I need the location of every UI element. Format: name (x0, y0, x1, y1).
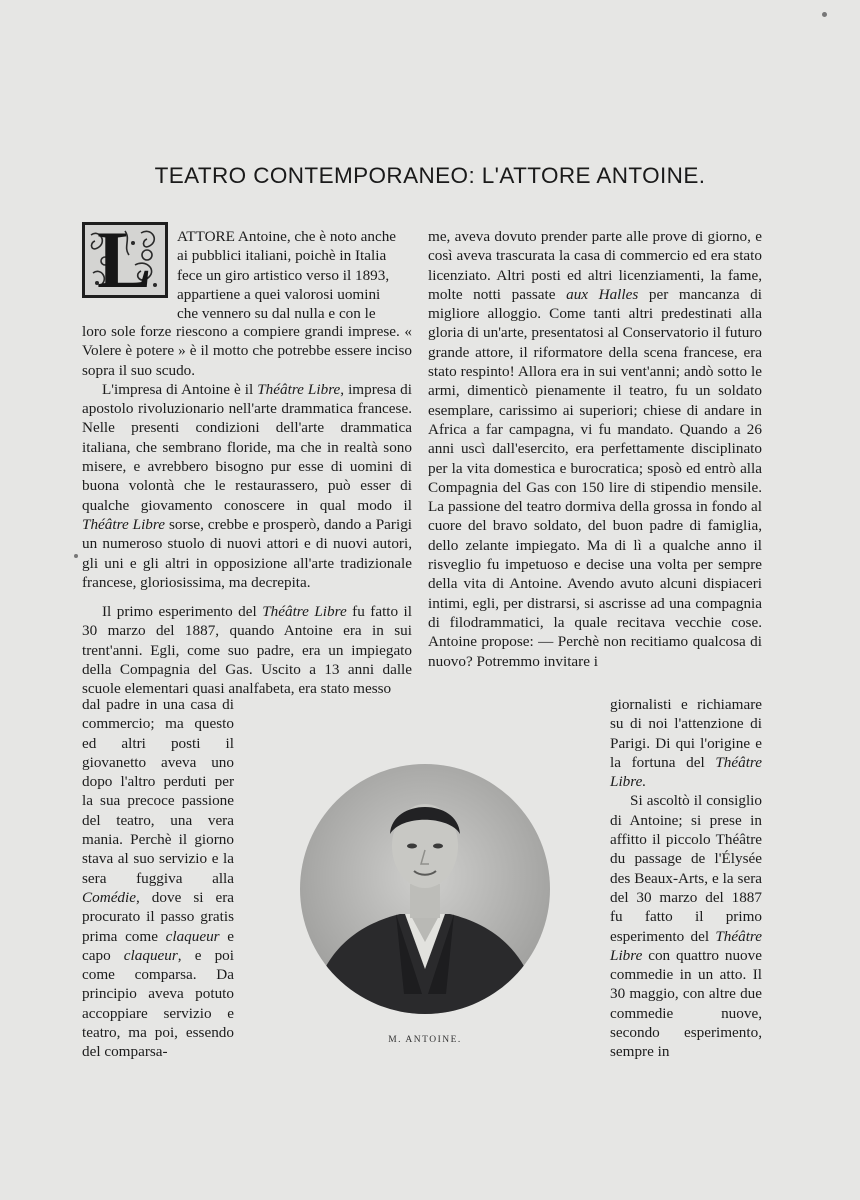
column1-wrap-text: dal padre in una casa di commercio; ma questo ed altri posti il giovanetto aveva uno dopo l'altro perduti per la sua precoce passione del teatro, una vera mania. Perchè il giorno stava al suo servizio e la sera fuggiva alla Comédie, dove si era procurato il passo gratis prima come claqueur e capo claqueur, e poi come comparsa. Da principio aveva potuto accoppiare servizio e teatro, ma poi, essendo del comparsa- (82, 696, 234, 1061)
ornamental-drop-cap (82, 214, 168, 305)
article-title: TEATRO CONTEMPORANEO: L'ATTORE ANTOINE. (154, 163, 706, 188)
column2-text: me, aveva dovuto prender parte alle prove di giorno, e così aveva trascurata la casa di commercio ed era stato licenziato. Altri posti ed altri licenziamenti, la fame, molte notti passate aux Halles per mancanza di migliore alloggio. Come tanti altri predestinati alla gloria di un'arte, presentatosi al Conservatorio il futuro grande attore, il riformatore della scena francese, era stato respinto! Allora era in sui vent'anni; andò sotto le armi, dimenticò pienamente il teatro, fu un soldato esemplare, carissimo ai superiori; chiese di andare in Africa a far campagna, vi fu mandato. Quando a 26 anni uscì dall'esercito, era perfettamente disciplinato per la vita domestica e burocratica; sposò ed entrò alla Compagnia del Gas con 150 lire di stipendio mensile. La passione del teatro dormiva della grossa in fondo al cuore del bravo soldato, del buon padre di famiglia, dello zelante impiegato. Ma di lì a qualche anno il risveglio fu impetuoso e decise una volta per sempre della vita di Antoine. Avendo avuto alcuni dispiaceri intimi, egli, per distrarsi, si ascrisse ad una compagnia di filodrammatici, la quale recitava vecchie cose. Antoine propose: — Perchè non recitiamo qualcosa di nuovo? Potremmo invitare i (428, 228, 762, 670)
drop-cap-letter: L (97, 214, 152, 305)
lead-line: appartiene a quei valorosi uomini (177, 285, 381, 303)
portrait-photo (300, 764, 550, 1014)
print-speck (822, 12, 827, 17)
paragraph-2: L'impresa di Antoine è il Théâtre Libre, impresa di apostolo rivoluzionario nell'arte drammatica francese. Nelle presenti condizioni dell'arte drammatica italiana, che sembrano floride, ma che in realtà sono misere, e avrebbero bisogno pur esse di uomini di buona volontà che le restaurassero, può esser di qualche giovamento conoscere in qual modo il Théâtre Libre sorse, crebbe e prosperò, dando a Parigi un numeroso stuolo di nuovi attori e di nuovi autori, gli uni e gli altri in opposizione all'arte tradizionale francese, gloriosissima, ma decrepita. (82, 380, 413, 591)
portrait-caption: M. ANTOINE. (388, 1035, 462, 1045)
lead-line: ai pubblici italiani, poichè in Italia (177, 247, 387, 265)
paragraph-1-rest: loro sole forze riescono a compiere grandi imprese. « Volere è potere » è il motto che potrebbe essere inciso sopra il suo scudo. (82, 323, 412, 379)
lead-lines (177, 227, 412, 323)
paragraph-3: Il primo esperimento del Théâtre Libre fu fatto il 30 marzo del 1887, quando Antoine era in sui trent'anni. Egli, come suo padre, era un impiegato della Compagnia del Gas. Uscito a 13 anni dalle scuole elementari quasi analfabeta, era stato messo (82, 603, 412, 698)
lead-line: fece un giro artistico verso il 1893, (177, 266, 390, 284)
portrait-figure-icon (300, 764, 550, 1014)
lead-line: ATTORE Antoine, che è noto anche (177, 228, 397, 245)
print-speck (74, 554, 78, 558)
column2-wrap-text: giornalisti e richiamare su di noi l'attenzione di Parigi. Di qui l'origine e la fortuna del Théâtre Libre. Si ascoltò il consiglio di Antoine; si prese in affitto il piccolo Théâtre du passage de l'Élysée des Beaux-Arts, e la sera del 30 marzo del 1887 fu fatto il primo esperimento del Théâtre Libre con quattro nuove commedie in un atto. Il 30 maggio, con altre due commedie nuove, secondo esperimento, sempre in (610, 696, 762, 1061)
lead-line: che vennero su dal nulla e con le (177, 305, 376, 323)
column1-paragraphs (82, 322, 412, 592)
